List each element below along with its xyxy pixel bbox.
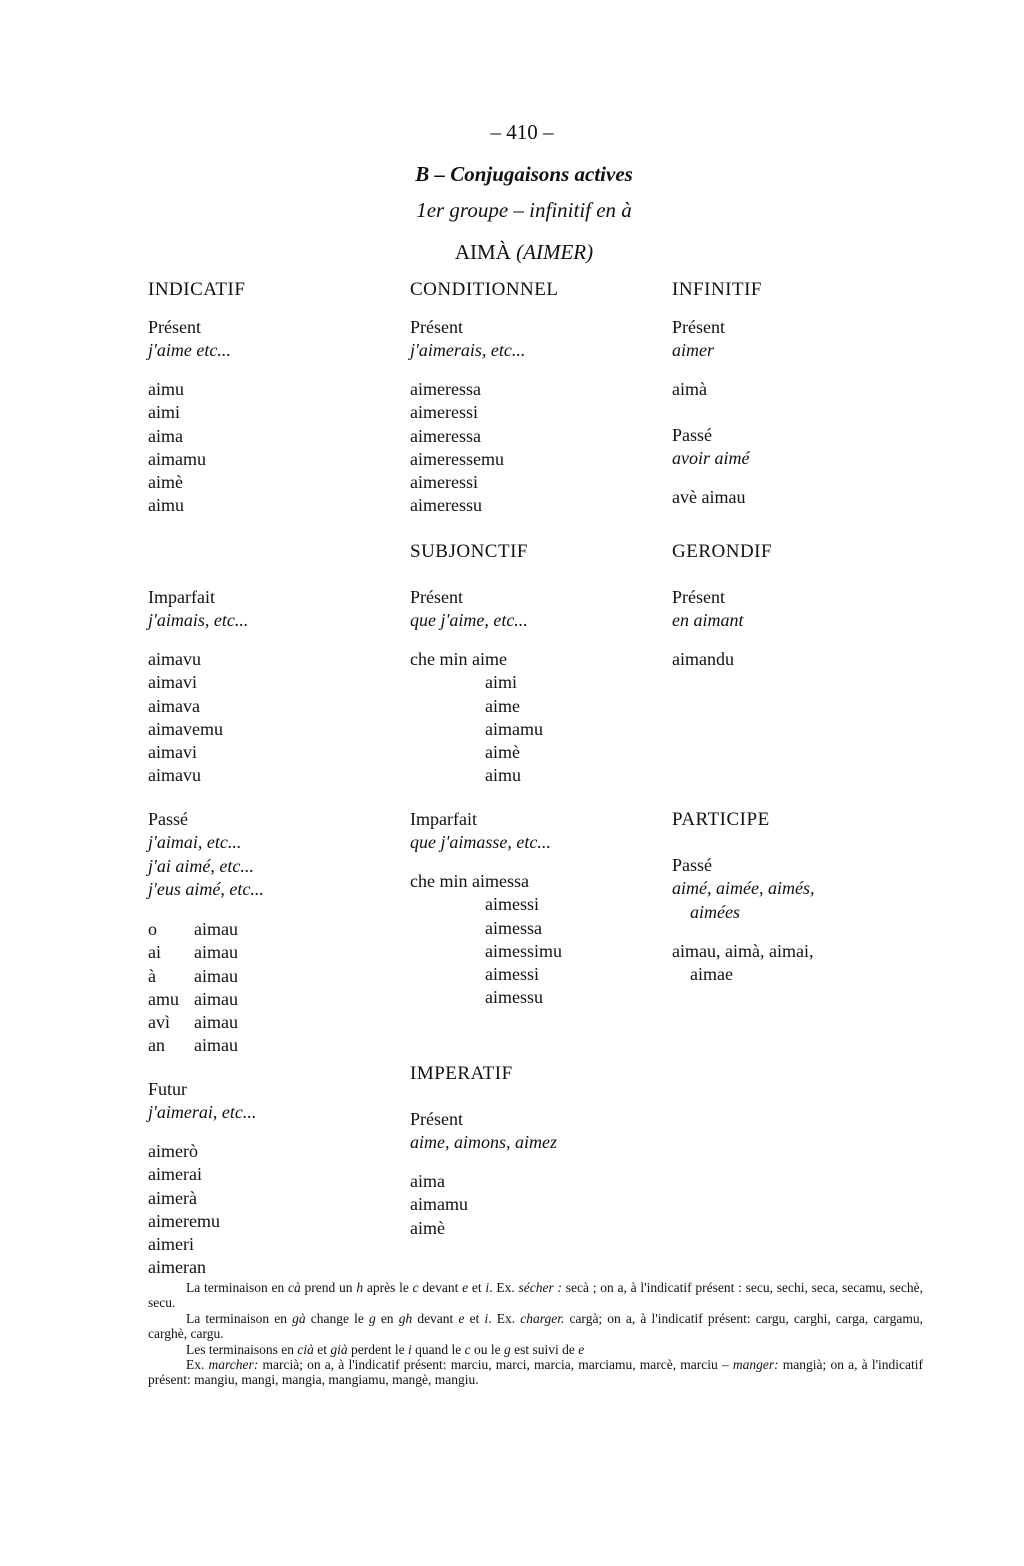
verb-name: AIMÀ: [454, 240, 511, 264]
note-text: . Ex.: [489, 1280, 519, 1295]
section-title: B – Conjugaisons actives: [415, 162, 633, 186]
infinitif-heading-block: [672, 278, 762, 301]
footnote: [148, 1357, 923, 1388]
conjugated-form: aimavemu: [148, 718, 223, 739]
conjugated-form: aimeressemu: [410, 448, 504, 469]
tense-gloss: en aimant: [672, 610, 744, 631]
conjugated-form: aimeressu: [410, 495, 482, 516]
indicatif-imparfait: [148, 586, 248, 633]
infinitif-passe-form: [672, 486, 745, 509]
conjugated-form: aimà: [672, 379, 707, 399]
conjugated-row: [148, 965, 238, 988]
footnote: [148, 1280, 923, 1311]
footnote: [148, 1342, 923, 1357]
participle: aimau: [194, 942, 238, 963]
tense-label: Présent: [672, 317, 725, 337]
page-number: – 410 –: [490, 120, 554, 144]
indicatif-imparfait-forms: [148, 648, 223, 788]
gerondif-heading: GERONDIF: [672, 541, 773, 562]
conjugated-form: aimavi: [148, 742, 197, 763]
subjonctif-present-forms: [410, 648, 543, 788]
auxiliary: amu: [148, 988, 179, 1009]
note-text: devant: [418, 1280, 463, 1295]
tense-gloss: aime, aimons, aimez: [410, 1132, 557, 1153]
conjugated-row: [148, 918, 238, 941]
conjugated-form: aimeressa: [410, 425, 481, 446]
note-emphasis: i: [407, 1341, 412, 1357]
conjugated-form: aimerà: [148, 1187, 197, 1208]
note-text: en: [375, 1310, 399, 1326]
conjugated-form: aimerai: [148, 1164, 202, 1185]
conjugated-form: aimavu: [148, 765, 201, 786]
conjugated-form: aimeri: [148, 1234, 194, 1255]
tense-label: Imparfait: [148, 587, 215, 607]
conjugated-form: aima: [148, 425, 183, 446]
note-emphasis: g: [368, 1310, 376, 1326]
infinitif-present-form: [672, 378, 707, 401]
tense-gloss: j'aimai, etc...: [148, 832, 242, 853]
note-emphasis: e: [458, 1310, 465, 1326]
conjugated-form: aimeran: [148, 1257, 206, 1278]
conjugated-form: aimau, aimà, aimai,: [672, 941, 814, 961]
conjugated-row: [410, 870, 562, 893]
imperatif-present-forms: [410, 1170, 468, 1240]
auxiliary: avì: [148, 1012, 170, 1033]
tense-label: Présent: [410, 1109, 463, 1129]
conjugated-form: aimava: [148, 695, 200, 716]
note-text: prend un: [300, 1280, 357, 1295]
note-emphasis: cià: [297, 1341, 314, 1357]
tense-label: Passé: [672, 855, 712, 875]
tense-gloss: avoir aimé: [672, 448, 750, 469]
auxiliary: o: [148, 919, 157, 939]
conjugated-form: avè aimau: [672, 487, 746, 507]
tense-label: Présent: [410, 317, 463, 337]
conjugated-form: aimamu: [410, 1194, 468, 1215]
conjugated-form: aimandu: [672, 649, 734, 669]
conjugated-form: aime: [485, 695, 520, 716]
imperatif-heading-block: [410, 1062, 513, 1085]
participe-passe-forms: [672, 940, 813, 987]
participe-passe: [672, 854, 814, 924]
indicatif-futur: [148, 1078, 256, 1125]
conditionnel-present: [410, 316, 525, 363]
note-text: et: [313, 1341, 331, 1357]
infinitif-present: [672, 316, 725, 363]
tense-label: Présent: [148, 317, 201, 337]
subjonctif-imparfait: [410, 808, 551, 855]
conjugated-row: [148, 1034, 238, 1057]
conjugated-form: aimavi: [148, 672, 197, 693]
subjonctif-heading-block: [410, 540, 528, 563]
conjugated-row: [410, 648, 543, 671]
tense-gloss: j'aime etc...: [148, 340, 231, 361]
subjunctive-prefix: che min: [410, 871, 468, 891]
conjugated-form: aimeremu: [148, 1210, 220, 1231]
note-emphasis: sécher :: [518, 1280, 562, 1295]
conjugated-form: aimavu: [148, 649, 201, 669]
note-text: ou le: [470, 1341, 504, 1357]
footnote: [148, 1311, 923, 1342]
footnotes: [148, 1280, 923, 1388]
subjunctive-prefix: che min: [410, 649, 468, 669]
auxiliary: à: [148, 965, 156, 986]
tense-gloss: j'aimerais, etc...: [410, 340, 526, 361]
tense-label: Futur: [148, 1079, 188, 1099]
note-emphasis: charger.: [520, 1310, 565, 1326]
note-text: mangià; on a, à l'indicatif présent: mangiu, mangi, mangia, mangiamu, mangè, mangiu.: [148, 1357, 923, 1388]
conjugated-form: aime: [471, 649, 507, 669]
conjugated-form: aimi: [485, 672, 517, 693]
tense-label: Présent: [672, 587, 725, 607]
gerondif-present-form: [672, 648, 734, 671]
conjugated-form: aimu: [148, 495, 184, 516]
participe-heading: PARTICIPE: [672, 809, 770, 830]
conjugated-form: aimessu: [485, 987, 543, 1008]
note-text: Ex.: [186, 1357, 209, 1373]
auxiliary: ai: [148, 942, 161, 963]
gerondif-present: [672, 586, 744, 633]
conjugated-form: aimerò: [148, 1141, 198, 1161]
note-emphasis: cà: [288, 1280, 301, 1295]
tense-gloss: j'aimais, etc...: [148, 610, 249, 631]
note-text: . Ex.: [488, 1310, 521, 1326]
note-text: La terminaison en: [186, 1280, 289, 1295]
gerondif-heading-block: [672, 540, 772, 563]
tense-gloss: aimées: [690, 901, 740, 922]
imperatif-heading: IMPERATIF: [410, 1063, 513, 1084]
participe-heading-block: [672, 808, 770, 831]
note-emphasis: e: [462, 1280, 469, 1295]
tense-label: Présent: [410, 587, 463, 607]
conjugated-form: aimeressi: [410, 402, 478, 423]
indicatif-present: [148, 316, 231, 363]
verb-french: (AIMER): [516, 240, 594, 264]
participle: aimau: [194, 1012, 238, 1033]
verb-title: [12, 240, 1024, 265]
conjugated-form: aimamu: [485, 718, 543, 739]
note-emphasis: già: [330, 1341, 348, 1357]
conjugated-form: aimae: [690, 964, 733, 985]
subjonctif-present: [410, 586, 528, 633]
note-emphasis: c: [464, 1341, 471, 1357]
note-text: après le: [363, 1280, 413, 1295]
conjugated-form: aimè: [485, 742, 520, 763]
conjugated-form: aimessa: [471, 871, 529, 891]
conjugated-form: aimi: [148, 402, 180, 423]
tense-gloss: aimer: [672, 340, 714, 361]
note-text: marcià; on a, à l'indicatif présent: marciu, marci, marcia, marciamu, marcè, marciu –: [258, 1357, 733, 1373]
tense-label: Imparfait: [410, 809, 477, 829]
participle: aimau: [194, 988, 238, 1009]
indicatif-futur-forms: [148, 1140, 220, 1280]
conditionnel-heading: CONDITIONNEL: [410, 279, 559, 300]
conjugated-form: aimessimu: [485, 940, 562, 961]
note-text: cargà; on a, à l'indicatif présent: cargu, carghi, carga, cargamu, carghè, cargu.: [148, 1310, 923, 1342]
participle: aimau: [194, 1035, 238, 1056]
conjugated-form: aimu: [485, 765, 521, 786]
tense-label: Passé: [672, 425, 712, 445]
conjugated-form: aimessa: [485, 917, 542, 938]
conditionnel-heading-block: [410, 278, 558, 301]
tense-gloss: j'ai aimé, etc...: [148, 855, 254, 876]
note-text: secà ; on a, à l'indicatif présent : secu, sechi, seca, secamu, sechè, secu.: [148, 1280, 923, 1311]
note-emphasis: h: [356, 1280, 364, 1295]
note-emphasis: e: [578, 1341, 585, 1357]
note-emphasis: gà: [292, 1310, 306, 1326]
note-text: La terminaison en: [186, 1310, 293, 1326]
participle: aimau: [194, 965, 238, 986]
tense-gloss: j'eus aimé, etc...: [148, 878, 264, 899]
note-emphasis: manger:: [732, 1357, 779, 1373]
participle: aimau: [194, 919, 238, 939]
note-emphasis: marcher:: [208, 1357, 259, 1373]
indicatif-present-forms: [148, 378, 206, 518]
tense-gloss: que j'aime, etc...: [410, 610, 528, 631]
tense-label: Passé: [148, 809, 188, 829]
note-emphasis: i: [485, 1280, 490, 1295]
note-text: Les terminaisons en: [186, 1341, 298, 1357]
imperatif-present: [410, 1108, 557, 1155]
note-text: devant: [412, 1310, 459, 1326]
conjugated-row: [148, 1011, 238, 1034]
indicatif-heading-block: [148, 278, 245, 301]
conjugated-form: aimeressi: [410, 472, 478, 493]
indicatif-passe-forms: [148, 918, 238, 1058]
note-emphasis: gh: [398, 1310, 413, 1326]
conjugated-row: [148, 988, 238, 1011]
group-title: 1er groupe – infinitif en à: [416, 198, 632, 222]
note-text: et: [464, 1310, 485, 1326]
conjugated-form: aimè: [148, 472, 183, 493]
auxiliary: an: [148, 1035, 165, 1056]
subjonctif-heading: SUBJONCTIF: [410, 541, 528, 562]
note-text: change le: [305, 1310, 369, 1326]
infinitif-passe: [672, 424, 749, 471]
infinitif-heading: INFINITIF: [672, 279, 762, 300]
indicatif-heading: INDICATIF: [148, 279, 246, 300]
tense-gloss: aimé, aimée, aimés,: [672, 878, 815, 899]
note-emphasis: i: [484, 1310, 489, 1326]
note-emphasis: g: [504, 1341, 511, 1357]
conjugated-form: aimu: [148, 379, 184, 399]
conditionnel-present-forms: [410, 378, 504, 518]
conjugated-form: aimessi: [485, 894, 539, 915]
conjugated-form: aimessi: [485, 964, 539, 985]
conjugated-form: aimamu: [148, 448, 206, 469]
tense-gloss: j'aimerai, etc...: [148, 1102, 257, 1123]
note-text: est suivi de: [510, 1341, 579, 1357]
conjugated-row: [148, 941, 238, 964]
note-text: quand le: [411, 1341, 465, 1357]
subjonctif-imparfait-forms: [410, 870, 562, 1010]
indicatif-passe: [148, 808, 264, 901]
conjugated-form: aimè: [410, 1217, 445, 1238]
note-text: et: [468, 1280, 486, 1295]
tense-gloss: que j'aimasse, etc...: [410, 832, 551, 853]
conjugated-form: aima: [410, 1171, 445, 1191]
conjugated-form: aimeressa: [410, 379, 481, 399]
note-text: perdent le: [347, 1341, 408, 1357]
note-emphasis: c: [412, 1280, 419, 1295]
